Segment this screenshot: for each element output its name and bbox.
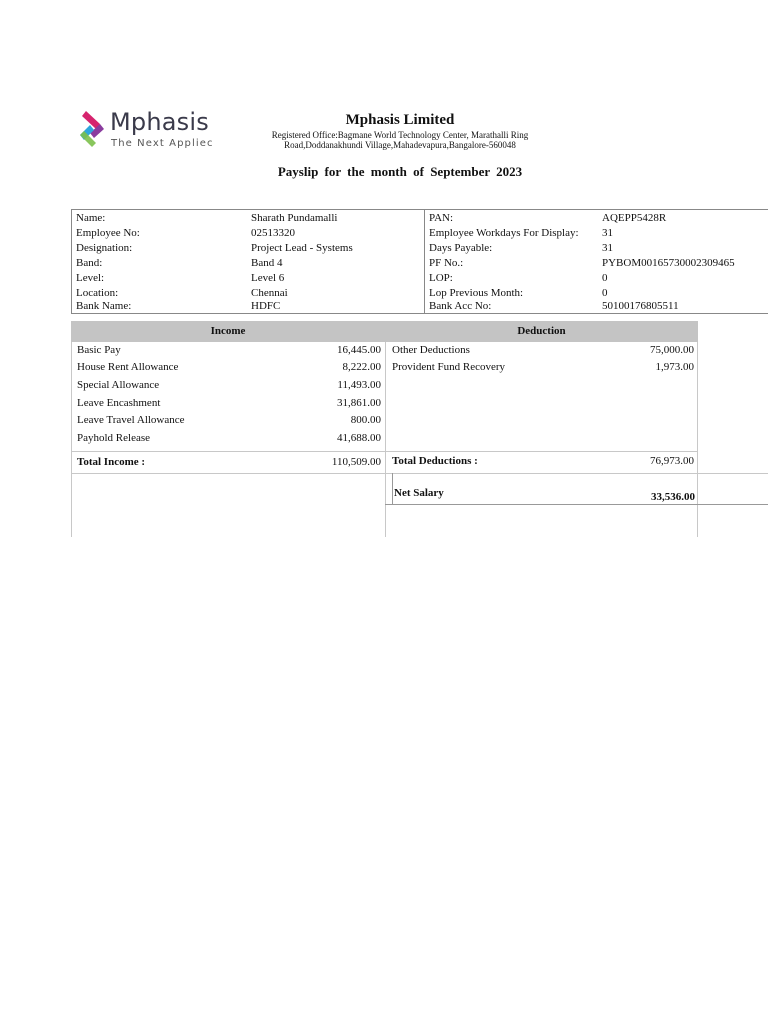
info-value: 0 [602, 287, 608, 299]
address-line-1: Registered Office:Bagmane World Technology Center, Marathalli Ring [271, 130, 529, 140]
income-row [71, 377, 384, 394]
income-amount: 31,861.00 [337, 397, 381, 409]
income-name: Payhold Release [77, 432, 151, 444]
totals-divider-top [71, 451, 698, 452]
employee-info-left [72, 210, 425, 313]
income-header: Income [71, 321, 385, 342]
deduction-row [386, 359, 697, 376]
info-label: PF No.: [429, 257, 464, 269]
address-line-2: Road,Doddanakhundi Village,Mahadevapura,Bangalore-560048 [284, 140, 516, 150]
total-income-label: Total Income : [77, 456, 146, 468]
info-value: PYBOM00165730002309465 [602, 257, 735, 269]
info-label: Employee Workdays For Display: [429, 227, 579, 239]
total-deductions-label: Total Deductions : [392, 455, 478, 467]
info-label: Location: [76, 287, 119, 299]
info-label: LOP: [429, 272, 453, 284]
info-label: Bank Acc No: [429, 300, 492, 312]
info-label: Band: [76, 257, 103, 269]
info-label: Designation: [76, 242, 133, 254]
income-row [71, 430, 384, 447]
payslip-title: Payslip for the month of September 2023 [277, 164, 523, 179]
logo-tagline: The Next Appliec [111, 138, 214, 149]
company-name: Mphasis Limited [345, 112, 455, 128]
info-value: 0 [602, 272, 608, 284]
company-logo [76, 108, 216, 156]
info-value: 31 [602, 242, 613, 254]
info-value: Chennai [251, 287, 288, 299]
total-deductions-amount: 76,973.00 [650, 455, 694, 467]
info-label: Bank Name: [76, 300, 132, 312]
net-salary-bottom-line [385, 504, 768, 505]
info-value: Band 4 [251, 257, 283, 269]
income-row [71, 359, 384, 376]
deduction-amount: 1,973.00 [655, 361, 694, 373]
table-border-right [697, 342, 698, 537]
employee-info-right [425, 210, 768, 313]
info-label: Lop Previous Month: [429, 287, 524, 299]
total-income-amount: 110,509.00 [331, 456, 381, 468]
income-row [71, 342, 384, 359]
income-name: Leave Encashment [77, 397, 161, 409]
income-name: Basic Pay [77, 344, 121, 356]
info-label: Name: [76, 212, 106, 224]
net-salary-amount: 33,536.00 [651, 491, 695, 503]
mphasis-logo-icon [76, 108, 108, 154]
income-amount: 8,222.00 [342, 361, 381, 373]
info-value: AQEPP5428R [602, 212, 667, 224]
income-row [71, 412, 384, 429]
deduction-amount: 75,000.00 [650, 344, 694, 356]
info-value: 02513320 [251, 227, 295, 239]
info-value: Sharath Pundamalli [251, 212, 338, 224]
registered-address [240, 130, 560, 150]
info-value: HDFC [251, 300, 281, 312]
info-label: Days Payable: [429, 242, 493, 254]
info-value: Project Lead - Systems [251, 242, 353, 254]
net-salary-left-line [392, 473, 393, 504]
info-value: 31 [602, 227, 613, 239]
total-deductions-row [386, 453, 697, 470]
total-income-row [71, 454, 384, 471]
net-salary-top-line [385, 473, 768, 474]
employee-info-table [71, 209, 768, 314]
income-name: Special Allowance [77, 379, 160, 391]
earnings-deductions-table [71, 321, 698, 537]
income-amount: 800.00 [350, 414, 381, 426]
info-label: PAN: [429, 212, 454, 224]
income-amount: 11,493.00 [337, 379, 381, 391]
deduction-name: Provident Fund Recovery [392, 361, 506, 373]
income-amount: 41,688.00 [337, 432, 381, 444]
logo-wordmark: Mphasis [110, 108, 209, 136]
deduction-row [386, 342, 697, 359]
income-name: House Rent Allowance [77, 361, 179, 373]
deduction-name: Other Deductions [392, 344, 470, 356]
income-name: Leave Travel Allowance [77, 414, 185, 426]
info-value: Level 6 [251, 272, 285, 284]
info-label: Employee No: [76, 227, 140, 239]
totals-divider-bottom [71, 473, 385, 474]
info-value: 50100176805511 [602, 300, 679, 312]
net-salary-label: Net Salary [394, 487, 444, 499]
info-label: Level: [76, 272, 105, 284]
income-row [71, 395, 384, 412]
income-amount: 16,445.00 [337, 344, 381, 356]
deduction-header: Deduction [385, 321, 698, 342]
